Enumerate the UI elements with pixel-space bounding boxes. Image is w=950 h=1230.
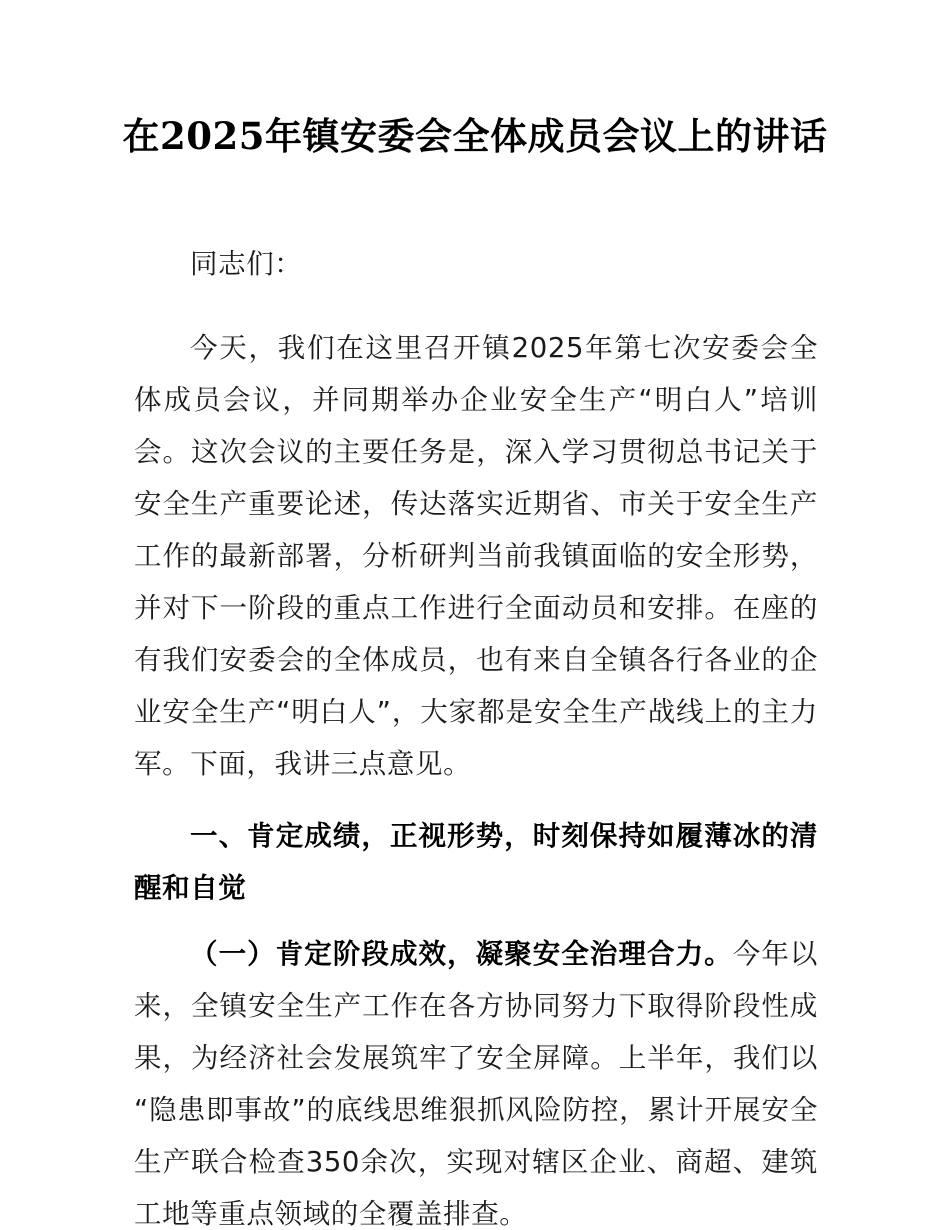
document-body xyxy=(134,238,818,1230)
spacer-before-section-one xyxy=(134,790,818,810)
salutation-line: 同志们： xyxy=(190,248,303,280)
subsection-one-paragraph xyxy=(134,928,818,1230)
spacer-after-salutation xyxy=(134,308,818,322)
section-one-heading: 一、肯定成绩，正视形势，时刻保持如履薄冰的清醒和自觉 xyxy=(134,820,818,904)
subsection-one-text: 今年以来，全镇安全生产工作在各方协同努力下取得阶段性成果，为经济社会发展筑牢了安全屏障。上半年，我们以“隐患即事故”的底线思维狠抓风险防控，累计开展安全生产联合检查350余次，实现对辖区企业、商超、建筑工地等重点领域的全覆盖排查。 xyxy=(134,938,818,1230)
paragraph-opening: 今天，我们在这里召开镇2025年第七次安委会全体成员会议，并同期举办企业安全生产“明白人”培训会。这次会议的主要任务是，深入学习贯彻总书记关于安全生产重要论述，传达落实近期省、市关于安全生产工作的最新部署，分析研判当前我镇面临的安全形势，并对下一阶段的重点工作进行全面动员和安排。在座的有我们安委会的全体成员，也有来自全镇各行各业的企业安全生产“明白人”，大家都是安全生产战线上的主力军。下面，我讲三点意见。 xyxy=(134,332,818,780)
page-title: 在2025年镇安委会全体成员会议上的讲话 xyxy=(122,114,828,158)
subsection-one-lead: （一）肯定阶段成效，凝聚安全治理合力。 xyxy=(190,938,733,970)
spacer-before-subsection-one xyxy=(134,914,818,928)
